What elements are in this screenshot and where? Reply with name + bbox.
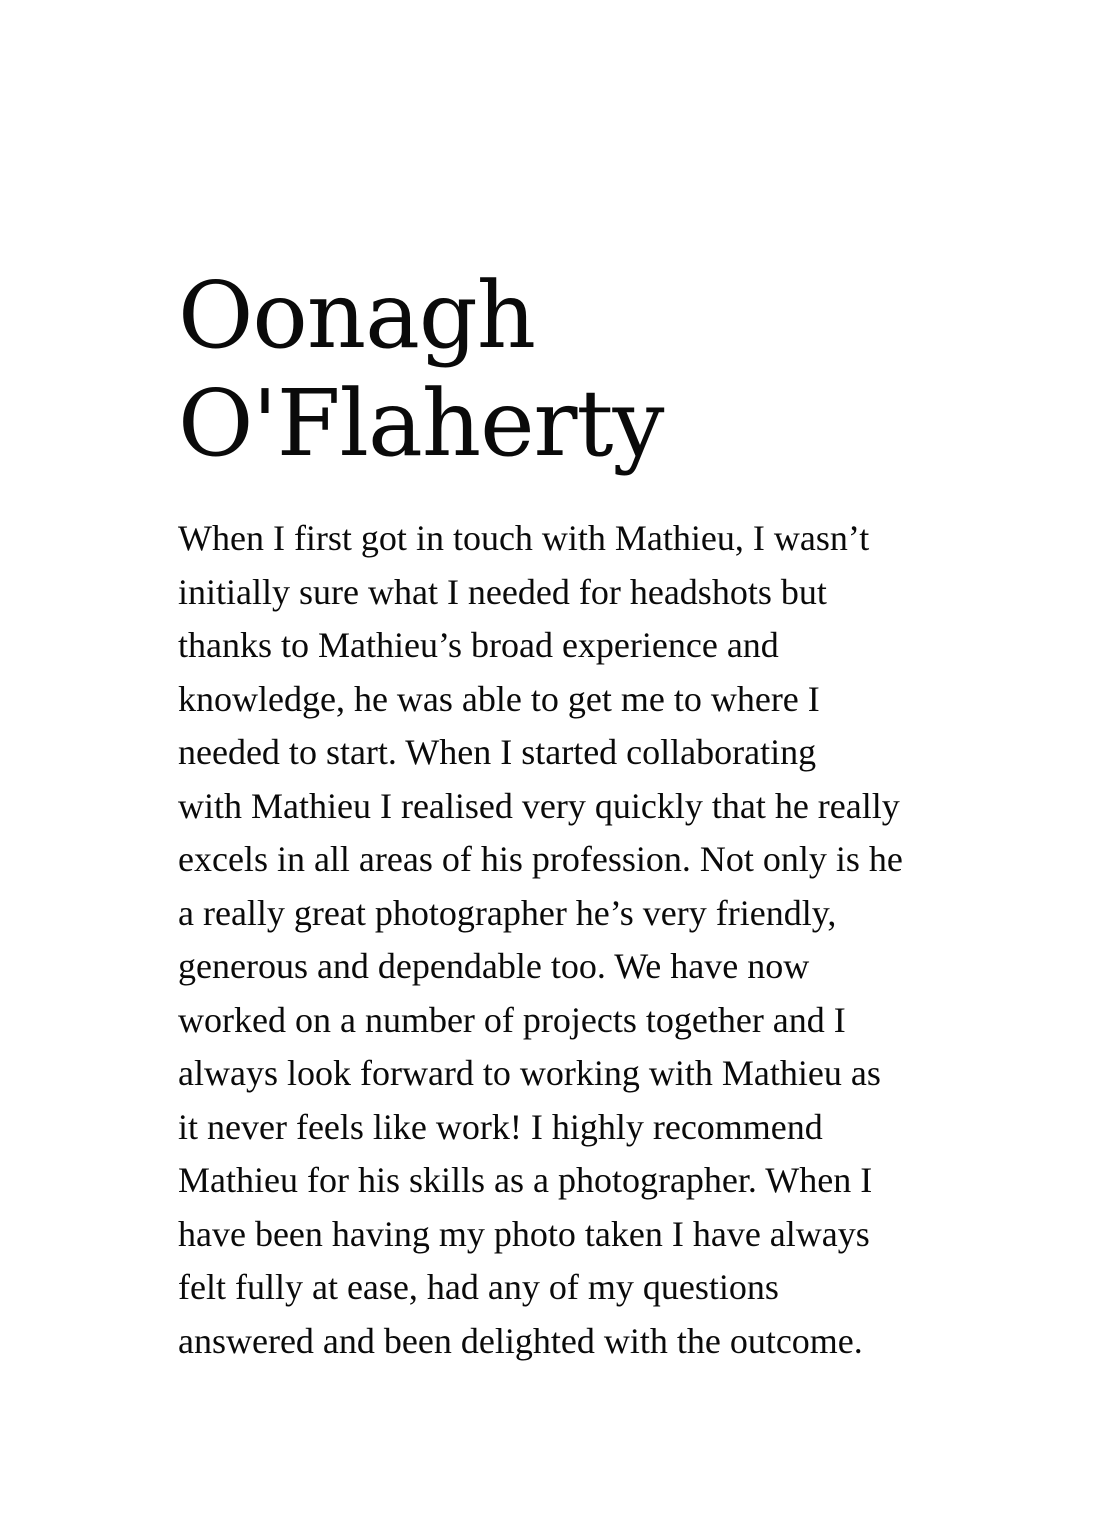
- quote-line: needed to start. When I started collaborating: [178, 732, 817, 772]
- quote-line: it never feels like work! I highly recommend: [178, 1106, 823, 1147]
- quote-line: answered and been delighted with the outcome.: [178, 1320, 863, 1361]
- quote-line: excels in all areas of his profession. Not only is he: [178, 839, 903, 879]
- quote-line: Mathieu for his skills as a photographer. When I: [178, 1160, 873, 1200]
- quote-line: always look forward to working with Mathieu as: [178, 1053, 881, 1093]
- quote-line: worked on a number of projects together and I: [178, 999, 846, 1040]
- quote-line: When I first got in touch with Mathieu, I wasn’t: [178, 518, 870, 558]
- author-name-line: Oonagh: [178, 262, 536, 369]
- testimonial-author-name: [178, 262, 988, 478]
- quote-line: a really great photographer he’s very friendly,: [178, 892, 837, 933]
- quote-line: thanks to Mathieu’s broad experience and: [178, 625, 779, 665]
- quote-line: with Mathieu I realised very quickly that he really: [178, 785, 900, 826]
- testimonial: [178, 262, 988, 1368]
- author-name-line: O'Flaherty: [178, 370, 664, 477]
- quote-line: generous and dependable too. We have now: [178, 946, 810, 986]
- testimonial-quote: [178, 512, 988, 1368]
- quote-line: knowledge, he was able to get me to where I: [178, 678, 820, 719]
- quote-line: felt fully at ease, had any of my questions: [178, 1267, 779, 1307]
- quote-line: have been having my photo taken I have always: [178, 1213, 870, 1254]
- quote-line: initially sure what I needed for headshots but: [178, 571, 827, 612]
